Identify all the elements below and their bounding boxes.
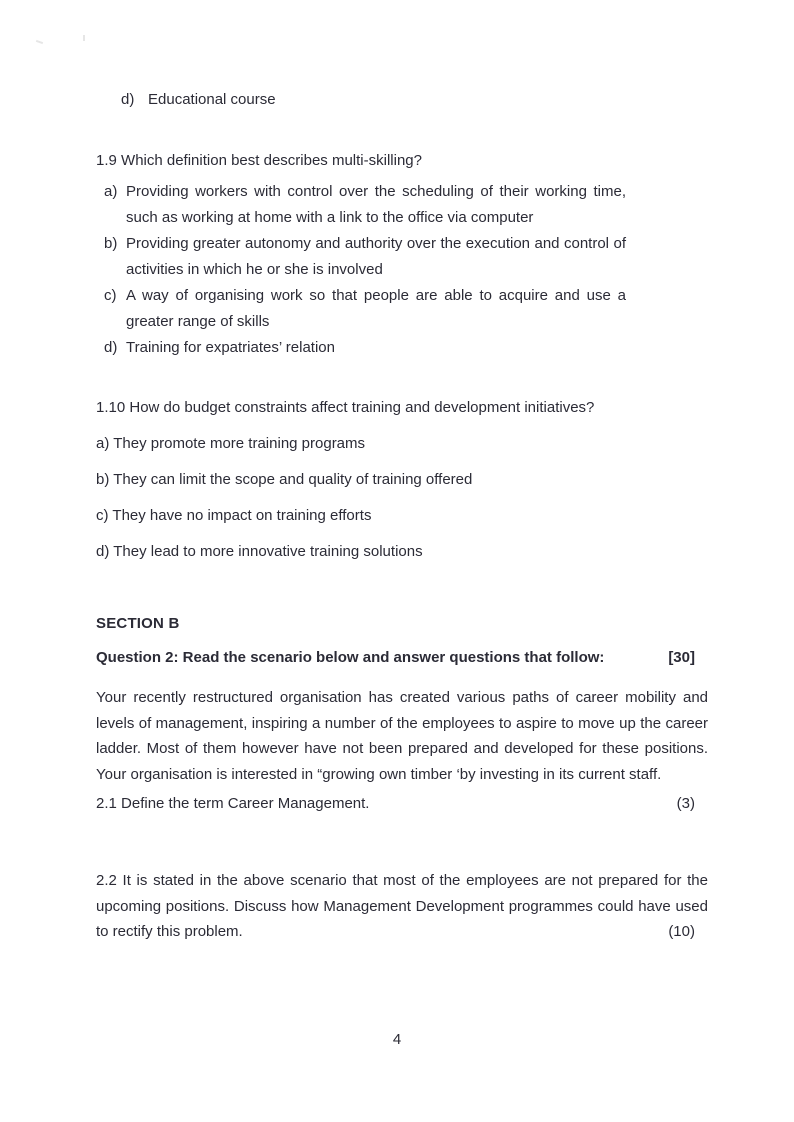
option-1-10-b: [96, 471, 708, 489]
option-text: Providing greater autonomy and authority over the execution and control of activities in which he or she is involved: [126, 235, 626, 278]
option-letter: d): [104, 339, 118, 356]
option-1-10-a: [96, 435, 708, 453]
question-1-9: [96, 152, 708, 170]
question-2-2: [96, 868, 708, 945]
option-text: Educational course: [148, 91, 276, 108]
question-1-10-options: [96, 435, 708, 561]
question-2-2-marks: (10): [668, 923, 695, 940]
option-letter: b): [96, 471, 110, 488]
question-2-title-text: Question 2: Read the scenario below and answer questions that follow:: [96, 649, 605, 666]
option-1-9-b: [96, 231, 708, 283]
option-1-9-d: [96, 335, 708, 361]
option-letter: b): [104, 235, 118, 252]
scan-artifact: [36, 40, 43, 44]
option-1-9-a: [96, 179, 708, 231]
option-previous-d: [121, 91, 708, 109]
question-2-marks: [30]: [668, 649, 695, 666]
question-2-title: [96, 649, 708, 667]
question-2-1-marks: (3): [676, 795, 695, 812]
option-1-9-c: [96, 283, 708, 335]
question-1-10: [96, 399, 708, 417]
question-2-2-text: 2.2 It is stated in the above scenario that most of the employees are not prepared for the upcoming positions. Discuss how Management Development programmes could have used to rectify this problem.: [96, 872, 708, 940]
option-letter: c): [104, 287, 117, 304]
question-number: 1.10: [96, 399, 126, 416]
option-letter: a): [104, 183, 118, 200]
option-text: Providing workers with control over the scheduling of their working time, such as working at home with a link to the office via computer: [126, 183, 626, 226]
question-2-scenario: Your recently restructured organisation has created various paths of career mobility and levels of management, inspiring a number of the employees to aspire to move up the career ladder. Most of them however have not been prepared and developed for these positions. Your organisation is interested in “growing own timber ‘by investing in its current staff.: [96, 689, 708, 783]
option-text: They promote more training programs: [113, 435, 366, 452]
question-2-1: [96, 795, 708, 813]
question-number: 1.9: [96, 152, 117, 169]
option-letter: d): [121, 91, 135, 108]
section-b-heading: SECTION B: [96, 615, 180, 632]
question-2-1-text: 2.1 Define the term Career Management.: [96, 795, 370, 812]
question-text: How do budget constraints affect training and development initiatives?: [129, 399, 595, 416]
option-letter: c): [96, 507, 109, 524]
option-text: They lead to more innovative training solutions: [113, 543, 423, 560]
option-text: A way of organising work so that people are able to acquire and use a greater range of skills: [126, 287, 626, 330]
question-text: Which definition best describes multi-skilling?: [121, 152, 422, 169]
option-letter: a): [96, 435, 110, 452]
option-1-10-d: [96, 543, 708, 561]
option-letter: d): [96, 543, 110, 560]
option-text: They can limit the scope and quality of training offered: [113, 471, 473, 488]
option-1-10-c: [96, 507, 708, 525]
page-content: [96, 91, 708, 945]
page-number: 4: [392, 1031, 402, 1048]
option-text: They have no impact on training efforts: [112, 507, 372, 524]
question-1-9-options: [96, 179, 708, 361]
option-text: Training for expatriates’ relation: [126, 339, 335, 356]
scan-artifact: [83, 35, 85, 41]
